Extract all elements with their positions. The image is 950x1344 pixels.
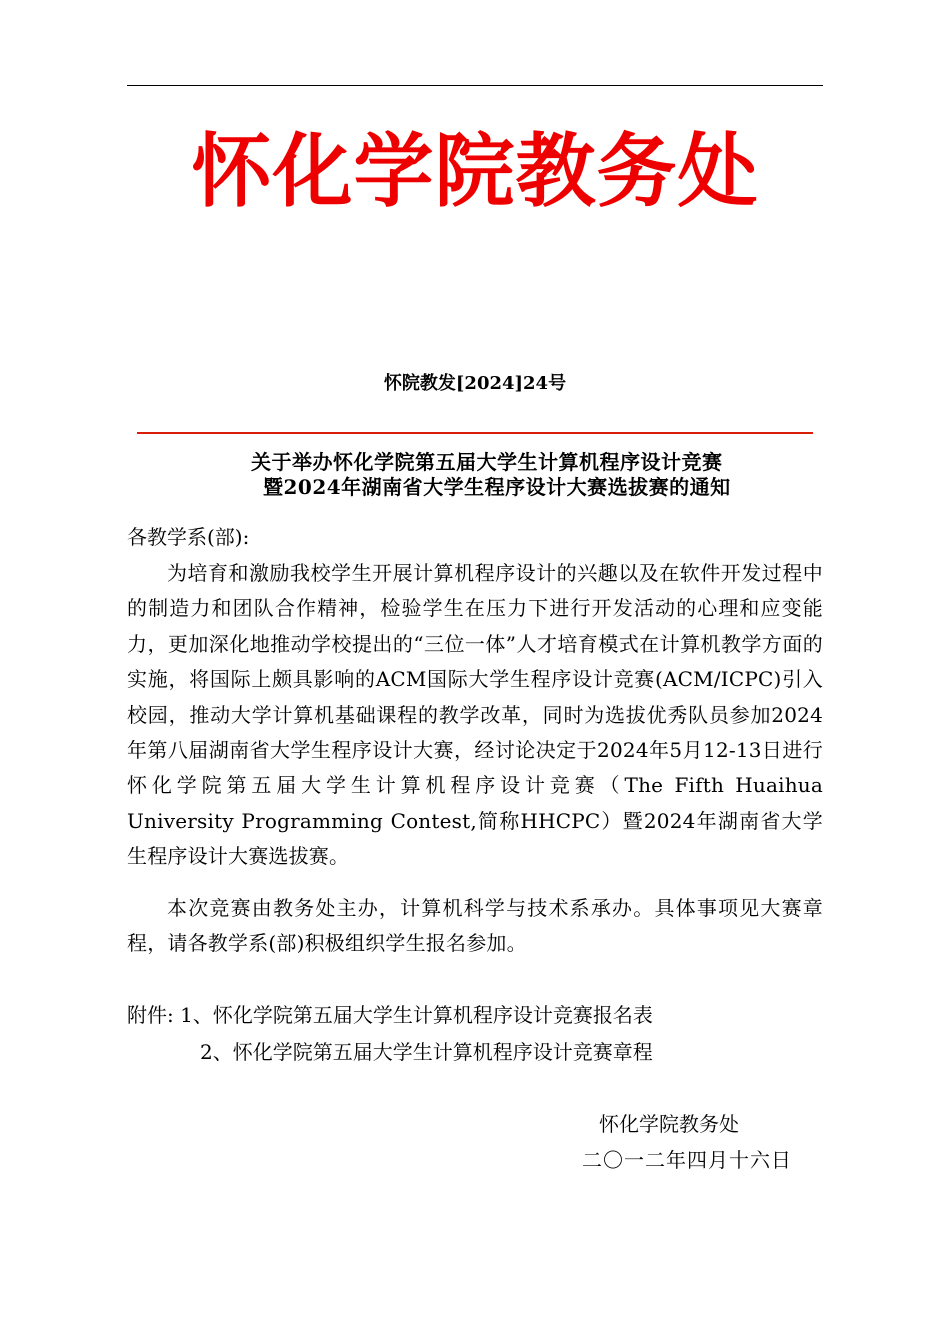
red-divider — [137, 432, 813, 434]
notice-title-line-2: 暨2024年湖南省大学生程序设计大赛选拔赛的通知 — [263, 475, 731, 499]
signature-org: 怀化学院教务处 — [599, 1112, 739, 1136]
attachment-item-2: 2、怀化学院第五届大学生计算机程序设计竞赛章程 — [200, 1040, 653, 1064]
document-number: 怀院教发[2024]24号 — [383, 373, 567, 394]
attachment-item-1: 附件: 1、怀化学院第五届大学生计算机程序设计竞赛报名表 — [127, 1003, 653, 1027]
signature-date: 二〇一二年四月十六日 — [582, 1148, 792, 1172]
notice-title-line-1: 关于举办怀化学院第五届大学生计算机程序设计竞赛 — [251, 450, 723, 474]
body-paragraph-1: 为培育和激励我校学生开展计算机程序设计的兴趣以及在软件开发过程中的制造力和团队合作精神，检验学生在压力下进行开发活动的心理和应变能力，更加深化地推动学校提出的“三位一体”人才培育模式在计算机教学方面的实施，将国际上颇具影响的ACM国际大学生程序设计竞赛(ACM/ICPC)引入校园，推动大学计算机基础课程的教学改革，同时为选拔优秀队员参加2024年第八届湖南省大学生程序设计大赛，经讨论决定于2024年5月12-13日进行怀化学院第五届大学生计算机程序设计竞赛（The Fifth Huaihua University Programming Contest,简称HHCPC）暨2024年湖南省大学生程序设计大赛选拔赛。 — [127, 561, 823, 869]
salutation: 各教学系(部): — [127, 525, 250, 549]
body-paragraph-2: 本次竞赛由教务处主办，计算机科学与技术系承办。具体事项见大赛章程，请各教学系(部)积极组织学生报名参加。 — [127, 896, 823, 956]
top-divider — [127, 85, 823, 86]
office-header: 怀化学院教务处 — [191, 125, 759, 218]
